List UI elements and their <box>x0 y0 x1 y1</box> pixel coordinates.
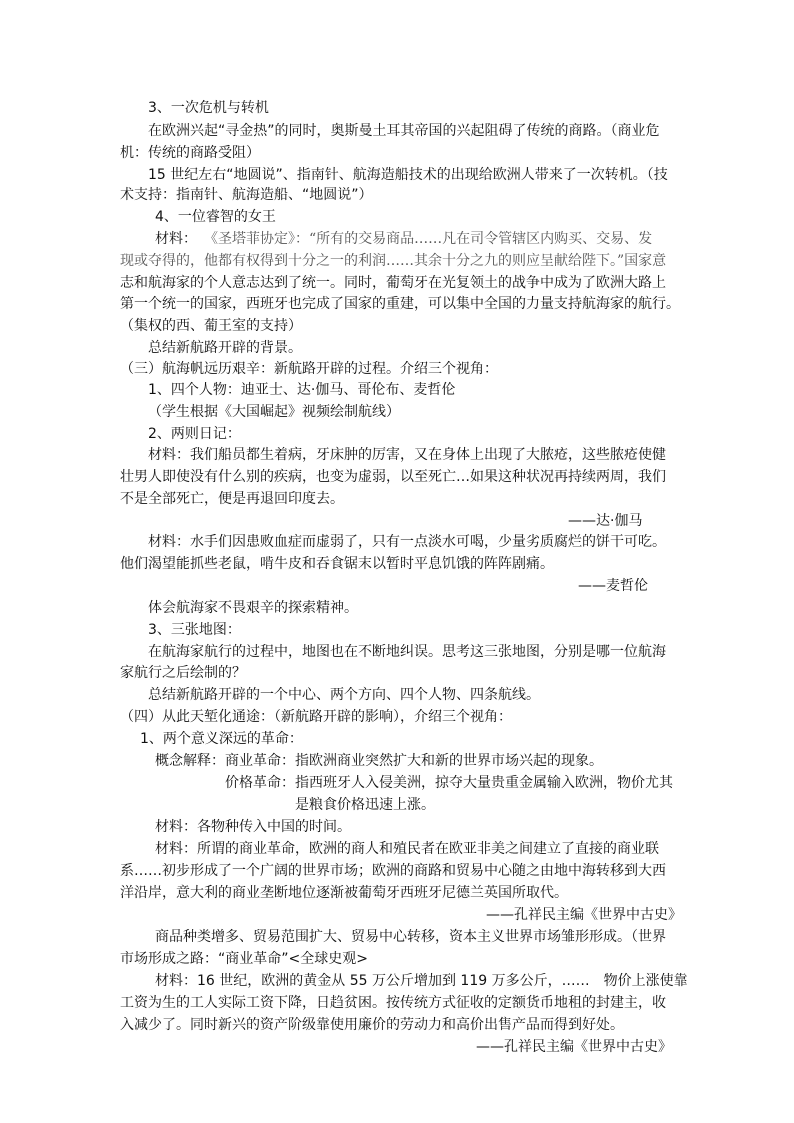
attribution: ——麦哲伦 <box>578 578 648 594</box>
paragraph-line: 在欧洲兴起“寻金热”的同时，奥斯曼土耳其帝国的兴起阻碍了传统的商路。（商业危 <box>148 123 660 139</box>
paragraph-line: 工资为生的工人实际工资下降，日趋贫困。按传统方式征收的定额货币地租的封建主，收 <box>120 995 666 1011</box>
material-line <box>155 229 652 249</box>
paragraph-line: 系……初步形成了一个广阔的世界市场；欧洲的商路和贸易中心随之由地中海转移到大西 <box>120 863 666 879</box>
section-heading-voyages: （三）航海帆远历艰辛：新航路开辟的过程。介绍三个视角： <box>120 361 498 377</box>
paragraph-line: 材料：水手们因患败血症而虚弱了，只有一点淡水可喝，少量劣质腐烂的饼干可吃。 <box>148 534 666 550</box>
paragraph-line: 概念解释：商业革命：指欧洲商业突然扩大和新的世界市场兴起的现象。 <box>155 753 603 769</box>
paragraph-line: 洋沿岸，意大利的商业垄断地位逐渐被葡萄牙西班牙尼德兰英国所取代。 <box>120 885 568 901</box>
paragraph-line: 他们渴望能抓些老鼠，啃牛皮和吞食锯末以暂时平息饥饿的阵阵剧痛。 <box>120 556 554 572</box>
paragraph-line: 市场形成之路：“商业革命”<全球史观> <box>120 951 368 967</box>
paragraph-line: （集权的西、葡王室的支持） <box>120 318 302 334</box>
section-heading-impact: （四）从此天堑化通途：（新航路开辟的影响），介绍三个视角： <box>120 709 512 725</box>
heading-wise-queen: 4、一位睿智的女王 <box>155 209 276 225</box>
paragraph-line: 总结新航路开辟的一个中心、两个方向、四个人物、四条航线。 <box>148 687 540 703</box>
paragraph-line: 3、三张地图： <box>148 622 241 638</box>
paragraph-line: 材料：我们船员都生着病，牙床肿的厉害，又在身体上出现了大脓疮，这些脓疮使健 <box>148 447 666 463</box>
paragraph-line: 材料：各物种传入中国的时间。 <box>155 819 351 835</box>
paragraph-line: 不是全部死亡，便是再退回印度去。 <box>120 491 344 507</box>
heading-crisis-turning-point: 3、一次危机与转机 <box>148 100 269 116</box>
paragraph-line: 15 世纪左右“地圆说”、指南针、航海造船技术的出现给欧洲人带来了一次转机。（技 <box>148 167 668 183</box>
paragraph-fragment: 国家意 <box>624 253 667 269</box>
material-text-cont: 物价上涨使靠 <box>603 973 688 989</box>
paragraph-line: 材料：所谓的商业革命，欧洲的商人和殖民者在欧亚非美之间建立了直接的商业联 <box>155 841 659 857</box>
paragraph-line: 1、两个意义深远的革命： <box>140 731 303 747</box>
paragraph-line: 总结新航路开辟的背景。 <box>148 340 302 356</box>
paragraph-line: 在航海家航行的过程中，地图也在不断地纠误。思考这三张地图，分别是哪一位航海 <box>148 644 666 660</box>
attribution: ——孔祥民主编《世界中古史》 <box>486 907 682 923</box>
santa-fe-quote: 《圣塔菲协定》：“所有的交易商品……凡在司令管辖区内购买、交易、发 <box>211 231 653 247</box>
paragraph-line: 入减少了。同时新兴的资产阶级靠使用廉价的劳动力和高价出售产品而得到好处。 <box>120 1017 624 1033</box>
paragraph-line: 1、四个人物：迪亚士、达·伽马、哥伦布、麦哲伦 <box>148 382 456 398</box>
santa-fe-quote-cont: 现或夺得的，他都有权得到十分之一的利润……其余十分之九的则应呈献给陛下。” <box>120 253 625 269</box>
material-label: 材料： <box>155 231 197 247</box>
material-line <box>120 251 666 271</box>
attribution: ——孔祥民主编《世界中古史》 <box>476 1039 672 1055</box>
paragraph-line: （学生根据《大国崛起》视频绘制航线） <box>148 404 400 420</box>
paragraph-line: 机：传统的商路受阻） <box>120 145 260 161</box>
paragraph-line: 家航行之后绘制的？ <box>120 665 246 681</box>
paragraph-line: 术支持：指南针、航海造船、“地圆说”） <box>120 187 373 203</box>
paragraph-line: 是粮食价格迅速上涨。 <box>295 797 435 813</box>
material-line <box>155 971 688 991</box>
paragraph-line: 价格革命：指西班牙人入侵美洲，掠夺大量贵重金属输入欧洲，物价尤其 <box>225 775 673 791</box>
paragraph-line: 志和航海家的个人意志达到了统一。同时，葡萄牙在光复领土的战争中成为了欧洲大路上 <box>120 275 666 291</box>
attribution: ——达·伽马 <box>568 513 643 529</box>
paragraph-line: 商品种类增多、贸易范围扩大、贸易中心转移，资本主义世界市场雏形形成。（世界 <box>155 929 666 945</box>
paragraph-line: 第一个统一的国家，西班牙也完成了国家的重建，可以集中全国的力量支持航海家的航行。 <box>120 296 680 312</box>
paragraph-line: 体会航海家不畏艰辛的探索精神。 <box>148 600 358 616</box>
paragraph-line: 2、两则日记： <box>148 426 241 442</box>
material-text: 材料：16 世纪，欧洲的黄金从 55 万公斤增加到 119 万多公斤，…… <box>155 973 590 989</box>
paragraph-line: 壮男人即使没有什么别的疾病，也变为虚弱，以至死亡…如果这种状况再持续两周，我们 <box>120 469 666 485</box>
